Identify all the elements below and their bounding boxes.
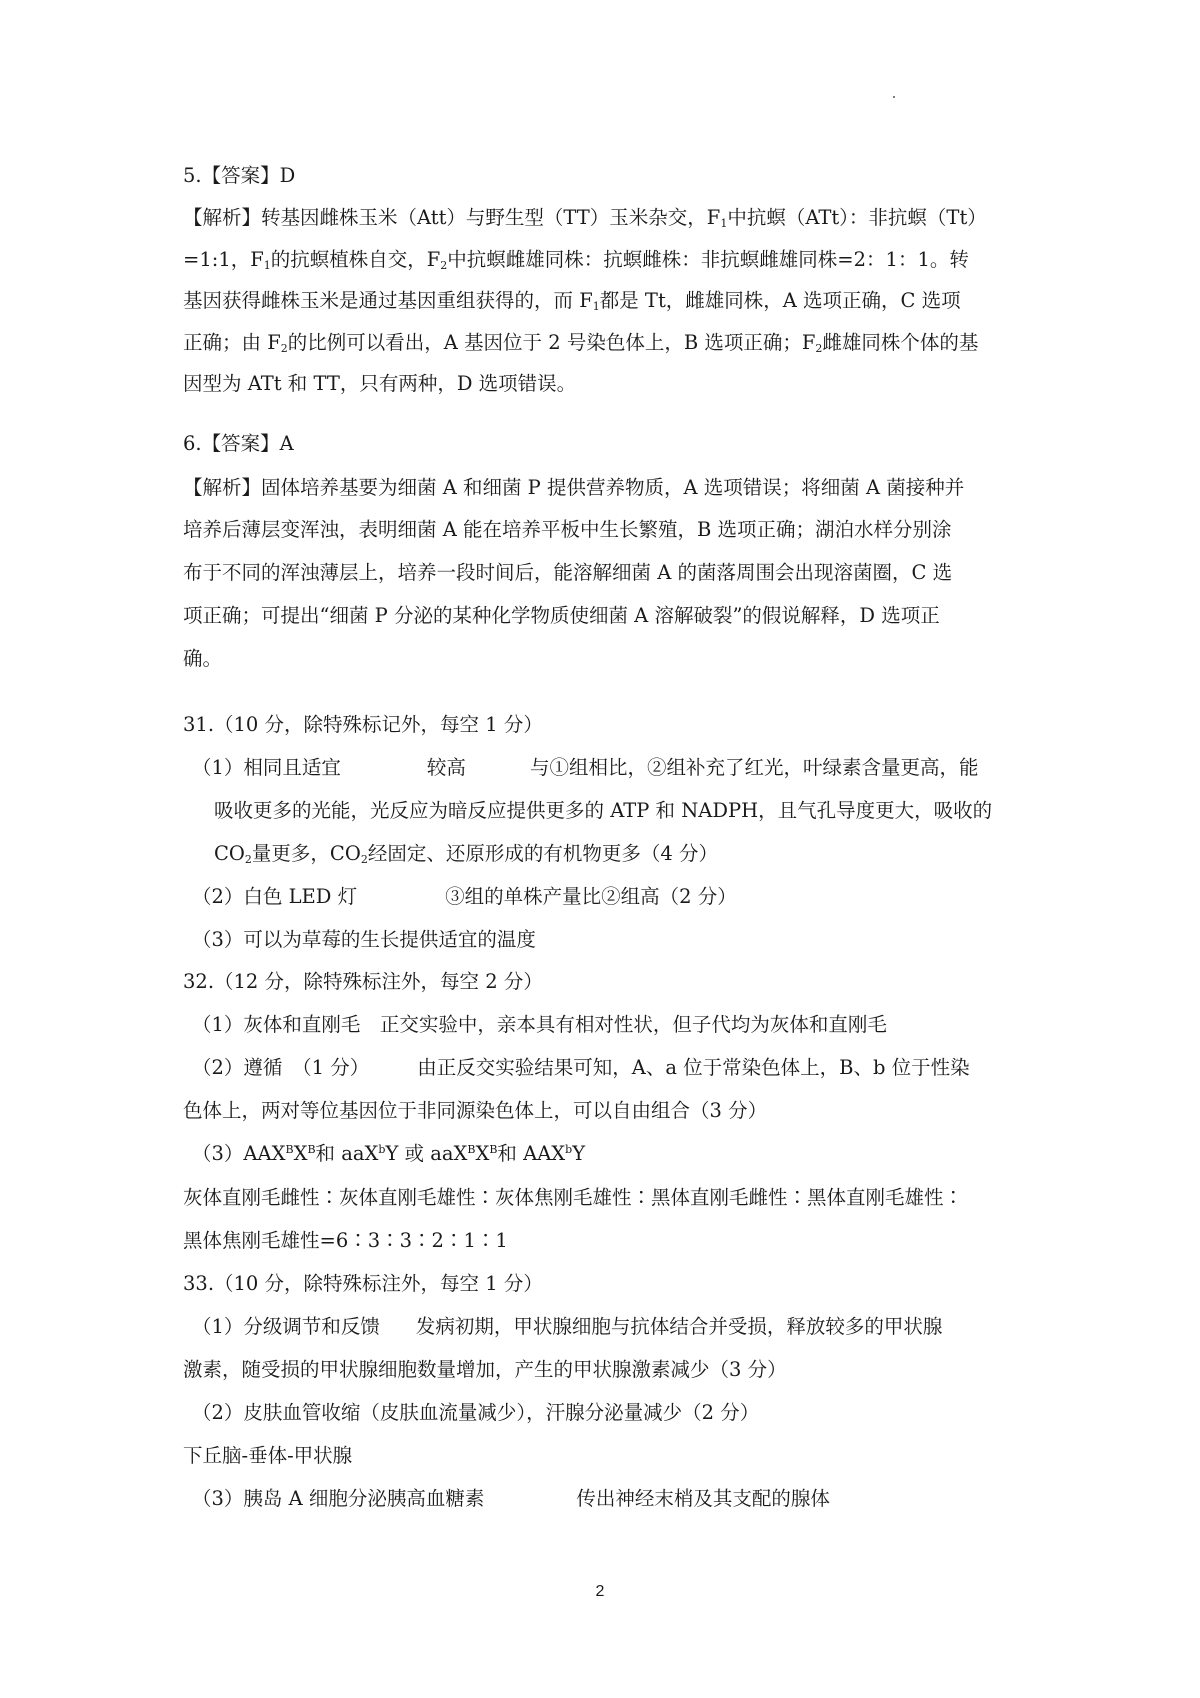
q32-part-2-line-2: 色体上，两对等位基因位于非同源染色体上，可以自由组合（3 分） [183, 1099, 768, 1122]
q32-part-2: （2）遵循 （1 分） 由正反交实验结果可知，A、a 位于常染色体上，B、b 位于性染 [192, 1056, 970, 1079]
q32-ratio-line-2: 黑体焦刚毛雄性=6∶3∶3∶2∶1∶1 [183, 1229, 508, 1252]
q6-analysis-line-3: 布于不同的浑浊薄层上，培养一段时间后，能溶解细菌 A 的菌落周围会出现溶菌圈，C 选 [183, 561, 953, 584]
q31-part-3: （3）可以为草莓的生长提供适宜的温度 [192, 928, 536, 951]
q6-answer: 6.【答案】A [183, 432, 294, 455]
page-number: 2 [595, 1583, 605, 1600]
q5-analysis-line-1: 【解析】转基因雌株玉米（Att）与野生型（TT）玉米杂交，$F_1$中抗螟（ATt）：非抗螟（Tt） [183, 206, 987, 230]
q32-part-1: （1）灰体和直刚毛 正交实验中，亲本具有相对性状，但子代均为灰体和直刚毛 [192, 1013, 887, 1036]
q31-heading: 31.（10 分，除特殊标记外，每空 1 分） [183, 713, 543, 736]
decorative-dot [893, 96, 895, 98]
q32-ratio-line-1: 灰体直刚毛雌性∶灰体直刚毛雄性∶灰体焦刚毛雄性∶黑体直刚毛雌性∶黑体直刚毛雄性∶ [183, 1186, 964, 1209]
q6-analysis-line-4: 项正确；可提出“细菌 P 分泌的某种化学物质使细菌 A 溶解破裂”的假说解释，D 选项正 [183, 604, 940, 627]
q5-answer: 5.【答案】D [183, 164, 296, 187]
q5-analysis-line-3: 基因获得雌株玉米是通过基因重组获得的，而 $F_1$都是 Tt，雌雄同株，A 选项正确，C 选项 [183, 289, 961, 313]
q33-part-1-line-2: 激素，随受损的甲状腺细胞数量增加，产生的甲状腺激素减少（3 分） [183, 1358, 787, 1381]
q31-part-2: （2）白色 LED 灯 ③组的单株产量比②组高（2 分） [192, 885, 737, 908]
q6-analysis-line-2: 培养后薄层变浑浊，表明细菌 A 能在培养平板中生长繁殖，B 选项正确；湖泊水样分别涂 [183, 518, 952, 541]
q6-analysis-line-1: 【解析】固体培养基要为细菌 A 和细菌 P 提供营养物质，A 选项错误；将细菌 A 菌接种并 [183, 476, 965, 499]
q5-analysis-line-4: 正确；由 $F_2$的比例可以看出，A 基因位于 2 号染色体上，B 选项正确；$F_2$雌雄同株个体的基 [183, 331, 979, 355]
q5-analysis-line-2: =1:1，$F_1$的抗螟植株自交，$F_2$中抗螟雌雄同株：抗螟雌株：非抗螟雌雄同株=2：1：1。转 [183, 248, 969, 272]
q31-part-1-line-2: 吸收更多的光能，光反应为暗反应提供更多的 ATP 和 NADPH，且气孔导度更大，吸收的 [214, 799, 993, 822]
q33-part-2: （2）皮肤血管收缩（皮肤血流量减少），汗腺分泌量减少（2 分） [192, 1401, 760, 1424]
q31-part-1: （1）相同且适宜 较高 与①组相比，②组补充了红光，叶绿素含量更高，能 [192, 756, 979, 779]
q33-heading: 33.（10 分，除特殊标注外，每空 1 分） [183, 1272, 543, 1295]
q32-part-3-genotypes: $(3)AAX^BX^B$和 aaX$^b$Y 或 $aaX^BX^B$和 AAX$^b$Y [192, 1142, 586, 1165]
q31-part-1-line-3: $CO_2$量更多，$CO_2$经固定、还原形成的有机物更多（4 分） [214, 842, 718, 866]
q32-heading: 32.（12 分，除特殊标注外，每空 2 分） [183, 970, 543, 993]
q33-part-3: （3）胰岛 A 细胞分泌胰高血糖素 传出神经末梢及其支配的腺体 [192, 1487, 830, 1510]
q6-analysis-line-5: 确。 [183, 647, 223, 670]
q33-part-1: （1）分级调节和反馈 发病初期，甲状腺细胞与抗体结合并受损，释放较多的甲状腺 [192, 1315, 943, 1338]
q33-part-2-line-2: 下丘脑-垂体-甲状腺 [183, 1444, 353, 1467]
q5-analysis-line-5: 因型为 ATt 和 TT，只有两种，D 选项错误。 [183, 372, 577, 395]
